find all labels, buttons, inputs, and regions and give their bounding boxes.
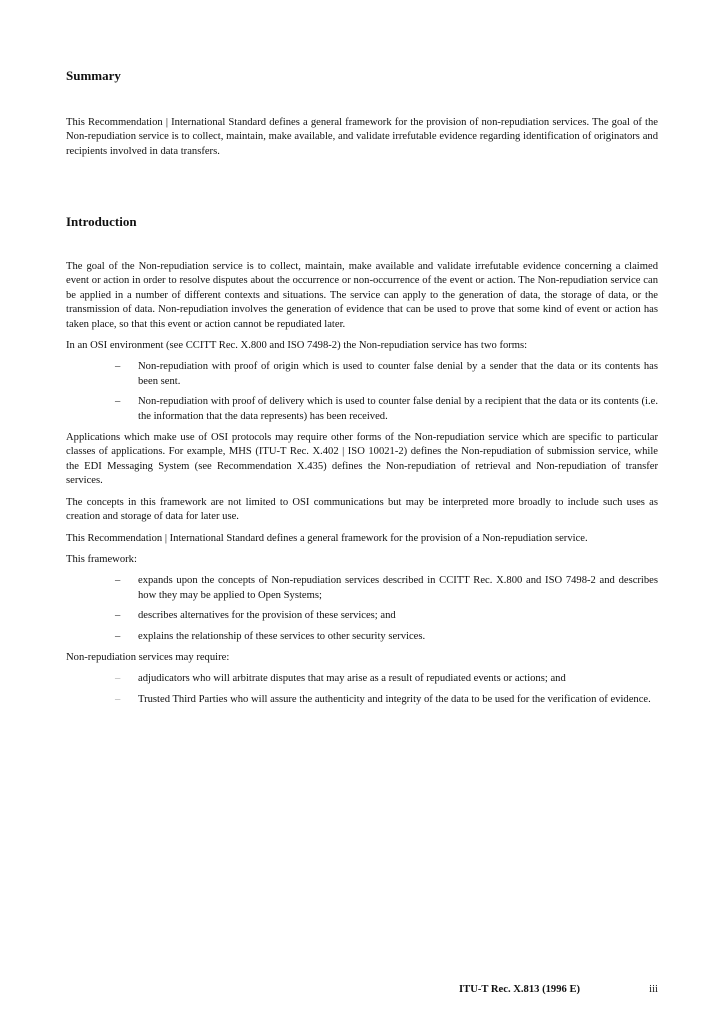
dash-bullet: – <box>115 693 121 705</box>
intro-paragraph-osi: In an OSI environment (see CCITT Rec. X.800 and ISO 7498-2) the Non-repudiation service has two forms: <box>66 340 528 352</box>
list-item <box>66 395 658 424</box>
list-item <box>66 574 658 603</box>
summary-heading: Summary <box>66 68 121 83</box>
summary-section <box>66 116 658 166</box>
list-item <box>66 672 658 686</box>
document-reference: ITU-T Rec. X.813 (1996 E) <box>459 984 581 995</box>
list-item-text: Non-repudiation with proof of delivery which is used to counter false denial by a recipient that the data or its contents (i.e. the information that the data represents) has been received. <box>138 396 658 422</box>
intro-paragraph-framework-lead: This framework: <box>66 553 137 565</box>
nonrepudiation-forms-list <box>66 360 658 424</box>
intro-paragraph-applications: Applications which make use of OSI protocols may require other forms of the Non-repudiation service which are specific to particular classes of applications. For example, MHS (ITU-T Rec. X.402 | ISO 10021-2) defines the Non-repudiation of submission service, while the EDI Messaging System (see Recommendation X.435) defines the Non-repudiation of retrieval and Non-repudiation of transfer services. <box>66 432 658 487</box>
list-item-text: adjudicators who will arbitrate disputes that may arise as a result of repudiated events or actions; and <box>138 673 566 685</box>
list-item <box>66 609 658 623</box>
list-item-text: explains the relationship of these services to other security services. <box>138 630 426 642</box>
dash-bullet: – <box>115 361 121 373</box>
dash-bullet: – <box>115 673 121 685</box>
list-item-text: Trusted Third Parties who will assure the authenticity and integrity of the data to be used for the verification of evidence. <box>138 693 651 705</box>
dash-bullet: – <box>115 396 121 408</box>
page-number: iii <box>649 984 658 995</box>
intro-paragraph-require: Non-repudiation services may require: <box>66 651 230 663</box>
summary-paragraph: This Recommendation | International Standard defines a general framework for the provision of non-repudiation services. The goal of the Non-repudiation service is to collect, maintain, make available, and validate irrefutable evidence regarding identification of originators and recipients involved in data transfers. <box>66 117 658 157</box>
introduction-heading: Introduction <box>66 214 137 229</box>
intro-paragraph-concepts: The concepts in this framework are not limited to OSI communications but may be interpreted more broadly to include such uses as creation and storage of data for later use. <box>66 496 658 523</box>
dash-bullet: – <box>115 575 121 587</box>
dash-bullet: – <box>115 630 121 642</box>
list-item-text: Non-repudiation with proof of origin which is used to counter false denial by a sender that the data or its contents has been sent. <box>138 361 658 387</box>
list-item <box>66 693 658 707</box>
requirements-list <box>66 672 658 707</box>
dash-bullet: – <box>115 610 121 622</box>
intro-paragraph-framework-def: This Recommendation | International Standard defines a general framework for the provision of a Non-repudiation service. <box>66 532 588 544</box>
introduction-section <box>66 260 658 714</box>
list-item-text: describes alternatives for the provision of these services; and <box>138 610 396 622</box>
framework-items-list <box>66 574 658 644</box>
document-page <box>66 0 658 1024</box>
intro-paragraph-goal: The goal of the Non-repudiation service is to collect, maintain, make available and validate irrefutable evidence concerning a claimed event or action in order to resolve disputes about the occurrence or non-occurrence of the event or action. The Non-repudiation service can be applied in a number of different contexts and situations. The service can apply to the generation of data, the storage of data, or the transmission of data. Non-repudiation involves the generation of evidence that can be used to prove that some kind of event or action has taken place, so that this event or action cannot be repudiated later. <box>66 261 658 330</box>
list-item <box>66 360 658 389</box>
list-item-text: expands upon the concepts of Non-repudiation services described in CCITT Rec. X.800 and ISO 7498-2 and describes how they may be applied to Open Systems; <box>138 575 658 601</box>
list-item <box>66 630 658 644</box>
